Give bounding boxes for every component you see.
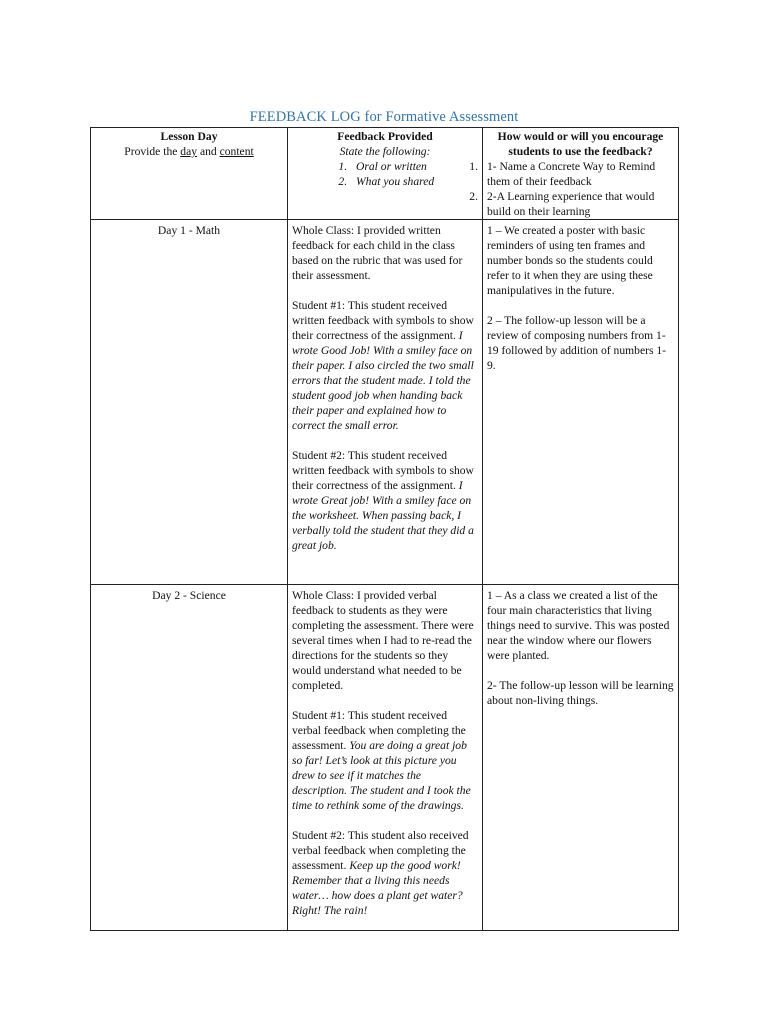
lesson-day-cell: Day 2 - Science	[91, 585, 288, 931]
header-lesson-day	[91, 128, 288, 220]
feedback-item: 1. Oral or written	[350, 159, 478, 174]
student-2-feedback	[292, 448, 478, 553]
feedback-log-table	[90, 127, 679, 931]
encourage-cell	[483, 585, 679, 931]
list-mark: 1.	[469, 160, 478, 173]
student-1-feedback	[292, 298, 478, 433]
whole-class-feedback: Whole Class: I provided verbal feedback to students as they were completing the assessment. There were several times when I had to re-read the directions for the students so they would understand what needed to be completed.	[292, 589, 474, 692]
table-row	[91, 220, 679, 585]
header-encourage-line: 1- Name a Concrete Way to Remind them of their feedback	[487, 160, 656, 188]
encourage-item-1: 1 – We created a poster with basic reminders of using ten frames and number bonds so the students could refer to it when they are using these manipulatives in the future.	[487, 224, 653, 297]
feedback-quote: I wrote Good Job! With a smiley face on their paper. I also circled the two small errors that the student made. I told the student good job when handing back their paper and explained how to correct the small error.	[292, 329, 474, 432]
header-feedback-list	[292, 159, 478, 203]
header-feedback-provided	[288, 128, 483, 220]
header-feedback-title: Feedback Provided	[337, 130, 433, 143]
feedback-text: Student #1: This student received written feedback with symbols to show their correctness of the assignment.	[292, 299, 474, 342]
header-lesson-day-title: Lesson Day	[160, 130, 218, 143]
subtitle-part: and	[197, 145, 220, 158]
feedback-text: Student #2: This student also received verbal feedback when completing the assessment.	[292, 829, 469, 872]
student-1-feedback	[292, 708, 478, 813]
header-feedback-subtitle: State the following:	[339, 145, 431, 158]
student-2-feedback	[292, 828, 478, 918]
header-lesson-day-subtitle	[95, 144, 283, 159]
header-row	[91, 128, 679, 220]
feedback-marks	[458, 159, 478, 204]
subtitle-day: day	[180, 145, 198, 158]
encourage-item-2: 2 – The follow-up lesson will be a review of composing numbers from 1-19 followed by addition of numbers 1-9.	[487, 314, 667, 372]
feedback-text: Student #1: This student received verbal feedback when completing the assessment.	[292, 709, 466, 752]
header-encourage-title: How would or will you encourage students to use the feedback?	[497, 130, 664, 158]
lesson-day-cell: Day 1 - Math	[91, 220, 288, 585]
feedback-item: 2. What you shared	[350, 174, 478, 189]
page-title: FEEDBACK LOG for Formative Assessment	[249, 109, 519, 125]
feedback-cell	[288, 585, 483, 931]
list-mark: 2.	[469, 190, 478, 203]
subtitle-content: content	[219, 145, 254, 158]
encourage-cell	[483, 220, 679, 585]
encourage-item-1: 1 – As a class we created a list of the four main characteristics that living things need to survive. This was posted near the window where our flowers were planted.	[487, 589, 670, 662]
feedback-items	[292, 159, 478, 189]
encourage-item-2: 2- The follow-up lesson will be learning about non-living things.	[487, 679, 674, 707]
header-encourage	[483, 128, 679, 220]
whole-class-feedback: Whole Class: I provided written feedback for each child in the class based on the rubric that was used for their assessment.	[292, 224, 463, 282]
feedback-cell	[288, 220, 483, 585]
subtitle-part: Provide the	[124, 145, 181, 158]
feedback-quote: You are doing a great job so far! Let’s look at this picture you drew to see if it matches the description. The student and I took the time to rethink some of the drawings.	[292, 739, 471, 812]
header-encourage-line: 2-A Learning experience that would build on their learning	[487, 190, 655, 218]
table-row	[91, 585, 679, 931]
feedback-quote: I wrote Great job! With a smiley face on the worksheet. When passing back, I verbally told the student that they did a great job.	[292, 479, 474, 552]
feedback-quote: Keep up the good work! Remember that a living this needs water… how does a plant get water? Right! The rain!	[292, 859, 463, 917]
feedback-text: Student #2: This student received written feedback with symbols to show their correctness of the assignment.	[292, 449, 474, 492]
